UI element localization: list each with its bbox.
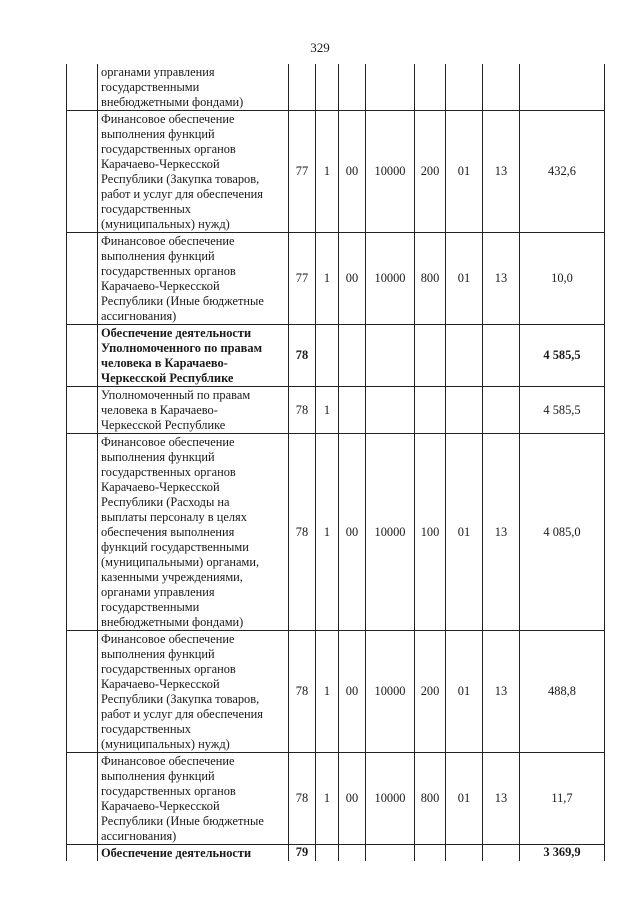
- amount-cell: 432,6: [520, 111, 605, 233]
- item-name-line: выполнения функций: [101, 249, 215, 263]
- item-name-line: внебюджетными фондами): [101, 95, 244, 109]
- empty-cell: [67, 325, 98, 387]
- item-name-line: Уполномоченный по правам: [101, 388, 251, 402]
- item-name-line: выполнения функций: [101, 647, 215, 661]
- section-cell: [446, 845, 483, 862]
- item-name-cell: [98, 325, 289, 387]
- expense-type-cell: 800: [415, 753, 446, 845]
- code-cell: 78: [289, 753, 316, 845]
- code-cell: 79: [289, 845, 316, 862]
- item-name-line: выполнения функций: [101, 127, 215, 141]
- expense-type-cell: 200: [415, 111, 446, 233]
- item-name-line: государственных органов: [101, 264, 236, 278]
- item-name-line: обеспечения выполнения: [101, 525, 235, 539]
- code-cell: 78: [289, 325, 316, 387]
- table-row: [67, 845, 605, 862]
- amount-cell: 11,7: [520, 753, 605, 845]
- code-cell: 78: [289, 631, 316, 753]
- expense-type-cell: [415, 845, 446, 862]
- item-name-line: государственных: [101, 722, 192, 736]
- subprogram-cell: [316, 845, 339, 862]
- section-cell: [446, 64, 483, 111]
- item-name-line: (муниципальных) нужд): [101, 737, 230, 751]
- section-cell: 01: [446, 631, 483, 753]
- direction-cell: 10000: [366, 434, 415, 631]
- budget-table: [66, 64, 605, 861]
- empty-cell: [67, 434, 98, 631]
- amount-cell: 4 585,5: [520, 387, 605, 434]
- expense-type-cell: [415, 325, 446, 387]
- subprogram-cell: 1: [316, 233, 339, 325]
- item-name-line: выполнения функций: [101, 769, 215, 783]
- item-name-cell: [98, 387, 289, 434]
- group-cell: [339, 845, 366, 862]
- item-name-line: работ и услуг для обеспечения: [101, 707, 263, 721]
- item-name-cell: [98, 631, 289, 753]
- item-name-line: государственных органов: [101, 784, 236, 798]
- subprogram-cell: 1: [316, 753, 339, 845]
- page-number: 329: [310, 40, 330, 55]
- table-row: [67, 64, 605, 111]
- empty-cell: [67, 233, 98, 325]
- item-name-line: государственными: [101, 600, 200, 614]
- table-row: [67, 111, 605, 233]
- expense-type-cell: 100: [415, 434, 446, 631]
- empty-cell: [67, 753, 98, 845]
- item-name-cell: [98, 64, 289, 111]
- group-cell: 00: [339, 434, 366, 631]
- item-name-line: государственных органов: [101, 662, 236, 676]
- item-name-line: Финансовое обеспечение: [101, 234, 235, 248]
- subprogram-cell: 1: [316, 434, 339, 631]
- direction-cell: 10000: [366, 111, 415, 233]
- item-name-line: Республики (Иные бюджетные: [101, 814, 264, 828]
- amount-cell: 3 369,9: [520, 845, 605, 862]
- item-name-line: органами управления: [101, 65, 215, 79]
- table-row: [67, 387, 605, 434]
- item-name-line: человека в Карачаево-: [101, 356, 228, 370]
- group-cell: 00: [339, 753, 366, 845]
- subsection-cell: 13: [483, 111, 520, 233]
- empty-cell: [67, 631, 98, 753]
- item-name-cell: [98, 845, 289, 862]
- direction-cell: 10000: [366, 753, 415, 845]
- group-cell: [339, 64, 366, 111]
- group-cell: 00: [339, 111, 366, 233]
- code-cell: [289, 64, 316, 111]
- item-name-line: человека в Карачаево-: [101, 403, 218, 417]
- budget-table-body: [67, 64, 605, 861]
- subprogram-cell: [316, 64, 339, 111]
- item-name-line: Республики (Расходы на: [101, 495, 230, 509]
- item-name-line: государственных органов: [101, 142, 236, 156]
- item-name-line: выполнения функций: [101, 450, 215, 464]
- item-name-cell: [98, 111, 289, 233]
- item-name-line: Карачаево-Черкесской: [101, 279, 220, 293]
- item-name-line: Республики (Закупка товаров,: [101, 172, 260, 186]
- subsection-cell: 13: [483, 631, 520, 753]
- subsection-cell: [483, 325, 520, 387]
- amount-cell: 4 085,0: [520, 434, 605, 631]
- item-name-line: Карачаево-Черкесской: [101, 799, 220, 813]
- item-name-line: ассигнования): [101, 309, 177, 323]
- item-name-line: Карачаево-Черкесской: [101, 480, 220, 494]
- subsection-cell: 13: [483, 233, 520, 325]
- direction-cell: 10000: [366, 233, 415, 325]
- group-cell: 00: [339, 233, 366, 325]
- subprogram-cell: [316, 325, 339, 387]
- section-cell: 01: [446, 233, 483, 325]
- item-name-line: внебюджетными фондами): [101, 615, 244, 629]
- section-cell: [446, 325, 483, 387]
- item-name-line: Черкесской Республике: [101, 371, 234, 385]
- empty-cell: [67, 111, 98, 233]
- item-name-line: Обеспечение деятельности: [101, 846, 252, 860]
- expense-type-cell: [415, 64, 446, 111]
- subsection-cell: [483, 64, 520, 111]
- section-cell: 01: [446, 434, 483, 631]
- item-name-line: Финансовое обеспечение: [101, 632, 235, 646]
- item-name-line: Республики (Закупка товаров,: [101, 692, 260, 706]
- direction-cell: [366, 387, 415, 434]
- code-cell: 78: [289, 387, 316, 434]
- subsection-cell: 13: [483, 434, 520, 631]
- amount-cell: [520, 64, 605, 111]
- empty-cell: [67, 387, 98, 434]
- group-cell: 00: [339, 631, 366, 753]
- direction-cell: [366, 845, 415, 862]
- subsection-cell: 13: [483, 753, 520, 845]
- item-name-line: работ и услуг для обеспечения: [101, 187, 263, 201]
- item-name-line: Карачаево-Черкесской: [101, 677, 220, 691]
- amount-cell: 10,0: [520, 233, 605, 325]
- subsection-cell: [483, 387, 520, 434]
- item-name-line: (муниципальных) нужд): [101, 217, 230, 231]
- code-cell: 77: [289, 111, 316, 233]
- item-name-line: казенными учреждениями,: [101, 570, 243, 584]
- expense-type-cell: 200: [415, 631, 446, 753]
- item-name-line: государственными: [101, 80, 200, 94]
- subprogram-cell: 1: [316, 111, 339, 233]
- direction-cell: 10000: [366, 631, 415, 753]
- table-row: [67, 325, 605, 387]
- expense-type-cell: [415, 387, 446, 434]
- group-cell: [339, 387, 366, 434]
- subsection-cell: [483, 845, 520, 862]
- code-cell: 78: [289, 434, 316, 631]
- item-name-line: государственных органов: [101, 465, 236, 479]
- section-cell: 01: [446, 753, 483, 845]
- amount-cell: 488,8: [520, 631, 605, 753]
- item-name-line: функций государственными: [101, 540, 249, 554]
- item-name-line: Карачаево-Черкесской: [101, 157, 220, 171]
- item-name-line: ассигнования): [101, 829, 177, 843]
- amount-cell: 4 585,5: [520, 325, 605, 387]
- item-name-cell: [98, 434, 289, 631]
- empty-cell: [67, 64, 98, 111]
- item-name-line: выплаты персоналу в целях: [101, 510, 247, 524]
- item-name-line: Финансовое обеспечение: [101, 112, 235, 126]
- item-name-line: государственных: [101, 202, 192, 216]
- direction-cell: [366, 325, 415, 387]
- item-name-line: Финансовое обеспечение: [101, 435, 235, 449]
- table-row: [67, 631, 605, 753]
- subprogram-cell: 1: [316, 387, 339, 434]
- item-name-line: Черкесской Республике: [101, 418, 226, 432]
- table-row: [67, 434, 605, 631]
- table-row: [67, 753, 605, 845]
- item-name-cell: [98, 753, 289, 845]
- expense-type-cell: 800: [415, 233, 446, 325]
- section-cell: 01: [446, 111, 483, 233]
- item-name-line: Финансовое обеспечение: [101, 754, 235, 768]
- empty-cell: [67, 845, 98, 862]
- item-name-line: Обеспечение деятельности: [101, 326, 252, 340]
- item-name-cell: [98, 233, 289, 325]
- table-row: [67, 233, 605, 325]
- item-name-line: (муниципальными) органами,: [101, 555, 260, 569]
- item-name-line: Республики (Иные бюджетные: [101, 294, 264, 308]
- code-cell: 77: [289, 233, 316, 325]
- item-name-line: органами управления: [101, 585, 215, 599]
- section-cell: [446, 387, 483, 434]
- group-cell: [339, 325, 366, 387]
- item-name-line: Уполномоченного по правам: [101, 341, 263, 355]
- direction-cell: [366, 64, 415, 111]
- subprogram-cell: 1: [316, 631, 339, 753]
